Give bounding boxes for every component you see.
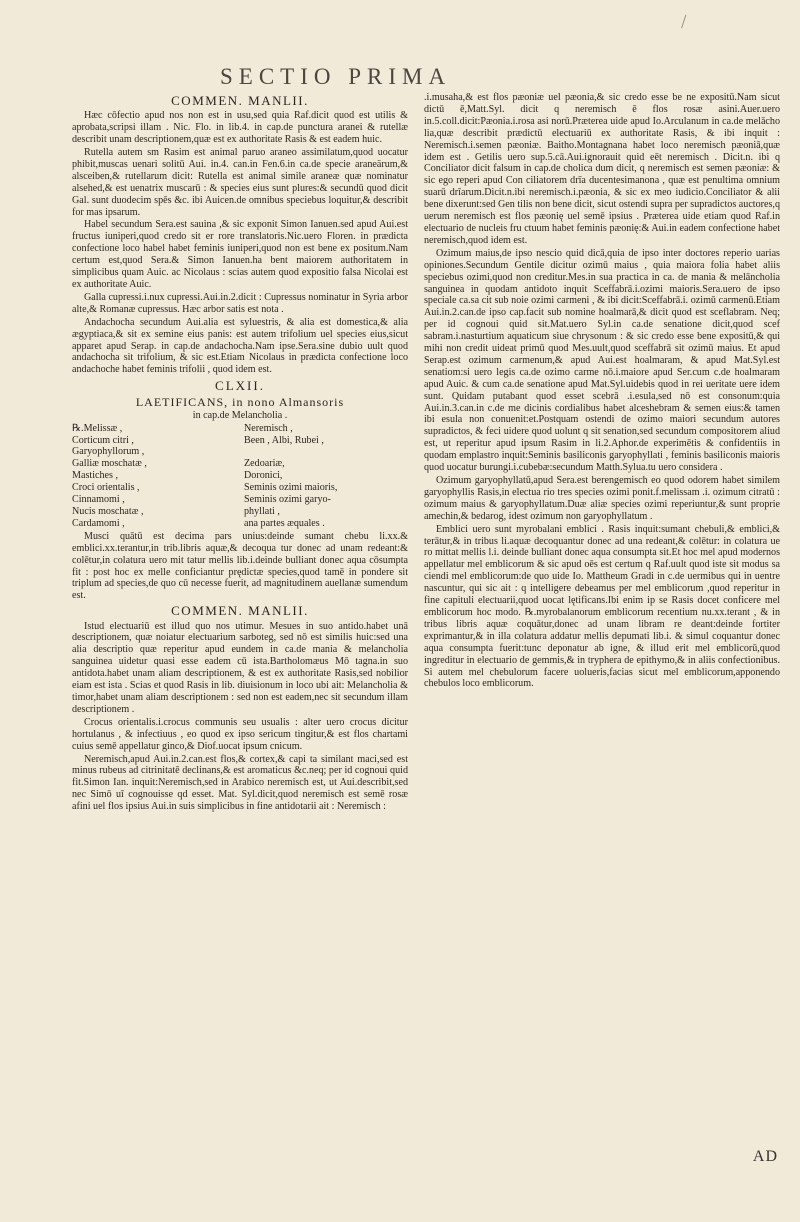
recipe-ingredient: Mastiches , — [72, 470, 118, 482]
paragraph: Hæc cōfectio apud nos non est in usu,sed quia Raf.dicit quod est utilis & aprobata,scripsi illam . Nic. Flo. in lib.4. in cap.de punctura aranei & rutellæ describit unam descriptionem,quæ est ex authoritate Rasis & est eadem huic. — [72, 110, 408, 146]
recipe-ingredient: ana partes æquales . — [244, 517, 325, 529]
recipe-ingredient: Doronici, — [244, 470, 283, 482]
paragraph: Habel secundum Sera.est sauina ,& sic exponit Simon Ianuen.sed apud Aui.est fructus iuniperi,quod credo sit er rore translatoris.Nic.uero Floren. in prædicta confectione loco habel habet feminis iuniperi,quod non est bene ex positum.Nam certum est,quod Sera.& Simon Ianuen.ha bent maiorem authoritatem in simplicibus quam Auic. ac Nicolaus : scias autem quod expositio falsa Nicolai est ex authoritate Auic. — [72, 219, 408, 291]
right-column — [424, 92, 780, 691]
recipe-ingredient: ℞.Melissæ , — [72, 422, 123, 434]
paragraph: Emblici uero sunt myrobalani emblici . Rasis inquit:sumant chebuli,& emblici,& terātur,& in tribus li.aquæ decoquantur donec ad una redeant,& colētur: in colatura ue ro mittat mellis l.i. deinde bulliant donec aqua consumpta sit.Et hoc mel apud modernos appellatur mel emblicorum & sic apud oēs est certum q Raf.uult quod iste sit modus sa ciendi mel emblicorum:de quo uide Io. Mattheum Gradi in c.de uermibus qui in uentre nascuntur, qui sic ait : q intelligere debeamus per mel emblicorum ,quod reperitur in fine capituli electuarii,quod uocat lętificans.Ibi enim ip se Rasis docet conficere mel emblicorum hoc modo. ℞.myrobalanorum emblicorum recentium nu.xx.terant , & in tribus libris aquæ coquātur,donec ad unam libram re deant:deinde fortiter exprimantur,& in illa colatura addatur mellis depumati lib.i. & simul coquantur donec aqua consumpta fuerit:tunc deponatur ab igne, & illud erit mel emblicorū,quod ingreditur in electuario de gemmis,& in tryphera de epithymo,& in aliis confectionibus. Si autem mel chebulorum facere uolueris,facias sicut mel emblicorum,apponendo chebulos loco emblicorum. — [424, 523, 780, 690]
chapter-subtitle: in cap.de Melancholia . — [192, 409, 288, 421]
paragraph: Galla cupressi.i.nux cupressi.Aui.in.2.dicit : Cupressus nominatur in Syria arbor alte,& Romanæ cupressus. Hæc arbor satis est nota . — [72, 291, 408, 315]
left-column — [72, 92, 408, 814]
catchword: AD — [752, 1148, 778, 1165]
paragraph: .i.musaha,& est flos pæoniæ uel pæonia,& sic credo esse be ne expositū.Nam sicut dictū ē,Matt.Syl. dicit q neremisch ē flos rosæ asini.Auer.uero in.5.coll.dicit:Pæonia.i.rosa asi norū.Præterea uide apud Io.Arculanum in ca.de melācho lia,quæ describit prædictū electuariū ex authoritate Rasis, & ibi inquit : Neremisch.i.semen pæoniæ. Baitho.Montagnana habet loco neremisch pæoniā,quæ idem est . Getilis uero sup.5.cā.Aui.ignorauit quid eēt neremisch . Dicit.n. ibi q Conciliator dicit falsum in cap.de cholica dum dicit, q neremisch est semen pæoniæ: & sic ego reperi apud Con ciliatorem drīa ducentesimanona , quæ est penultima omnium suarū drīarum.Dicit.n.ibi neremisch.i.pæonia, & sic ex meo iudicio.Conciliator & alii bene dixerunt:sed Gen tilis non bene dicit, sicut ostendi supra per supradictos auctores,q uerum neremisch est flos pæonię uel semē ipsius . Præterea uide etiam quod Raf.in electuario de nucleis fru ctuum habet feminis pæonię:& Aui.in eadem confectione habet neremisch,quod idem est. — [424, 92, 780, 246]
chapter-number: CLXII. — [215, 378, 265, 394]
commentary-heading: COMMEN. MANLII. — [171, 603, 309, 619]
chapter-title: LAETIFICANS, in nono Almansoris — [135, 394, 345, 409]
paragraph: Neremisch,apud Aui.in.2.can.est flos,& cortex,& capi ta similant maci,sed est minus rubeus ad citrinitatē declinans,& est aromaticus &c.neq; per id cognoui quid fit.Simon Ian. inquit:Neremisch,sed in Arabico neremisch est, ut Aui.describit,sed nec Simō uī cognouisse qd esset. Mat. Syl.dicit,quod neremisch est semē rosæ afini uel flos ipsius Aui.in suis simplicibus in fine antidotarii ait : Neremisch : — [72, 753, 408, 813]
recipe-ingredient: Been , Albi, Rubei , — [244, 434, 324, 446]
paragraph: Andachocha secundum Aui.alia est syluestris, & alia est domestica,& alia ægyptiaca,& sit ex semine eius panis: est autem trifolium uel species eius,sicut apparet apud Serap. in cap.de andachocha.Nam ipse.Sera.sine dubio uult quod andachocha sit trifolium, & sic est.Etiam Nicolaus in prædicta confectione loco andachoche habet feminis trifolii , quod idem est. — [72, 316, 408, 376]
recipe-ingredient: Seminis ozimi maioris, — [244, 482, 338, 494]
recipe-ingredient: Croci orientalis , — [72, 482, 140, 494]
recipe-ingredient: Garyophyllorum , — [72, 446, 145, 458]
recipe-ingredient: phyllati , — [244, 506, 280, 517]
recipe-ingredient: Cardamomi , — [72, 517, 125, 529]
paragraph: Rutella autem sm Rasim est animal paruo araneo assimilatum,quod uocatur phibit,muscas uenari solitū Aui. in.4. can.in Fen.6.in ca.de specie araneärum,& alsceiben,& rutellarum dicit: Rutella est animal simile araneæ quæ nominatur alsehed,& est uenatrix muscarū : & species eius sunt plures:& secundū quod dicit Gal. sunt duodecim spēs &c. ibi Auicen.de omnibus speciebus loquitur,& describit for mas ipsarum. — [72, 147, 408, 218]
recipe-ingredient: Zedoariæ, — [244, 458, 285, 470]
recipe-ingredient: Cinnamomi , — [72, 494, 125, 506]
paragraph: Ozimum maius,de ipso nescio quid dicā,quia de ipso inter doctores reperio uarias opiniones.Secundum Gentile dicitur ozimū maius , quia maiora folia habet aliis speciebus ozimi,quod non creditur.Mes.in sua practica in ca. de mania & melāncholia sanguinea in quodam antidoto inquit Sceffabrā.i.ozimi maioris.Sera.uero de ipso speciale ca.sa cit sub noie ozimi carmeni , & ibi dicit:Sceffabrā.i. ozimū carmenū.Etiam Aui.in.2.can.de ipso cap.facit sub nomine hoalmarā,& dicit quod est sceflabram. Neq; per id cognoui quid sit.Mat.uero Syl.in ca.de senatione dicit,quod scef sabram.i.nasturtium aquaticum siue chrysonum : & sic credo esse bene expositū,& qui mihi non credit uideat primū quod Mes.uult,quod sceffabrā sit ozimū maius. Et apud Serap.est ozimum carmenum,& apud Aui.est hoalmaram, & apud Mat.Syl.est senatiom:si uero legis ca.de ozimo carme nō.i.maiore apud Ser.cum c.de hoalmaram apud Auic. & cum ca.de senatione apud Mat.Syl.uidebis quod in rei ueritate uere idem sunt. Quidam putabant quod esset scebrā .i.esula,sed nō est consonum:quia Aui.in.3.can.in c.de me dicinis cordialibus habet alceshebram & semen eius:& tamen ibi esula non conuenit:et.Postquam ostendi de ozimo maiori secundum autores supradictos, & feci uidere quod uolunt q sit senation,sed secundum compositorem aliud est, ut reperitur apud ipsum Rasim in li.2.Aphor.de experimētis & confidentiis in quodam emplastro inquit:Seminis basiliconis garyophyllati , feminis basiliconis maioris quod uocatur burungi.i.cubebæ:secundum Matth.Sylua.tu uero considera . — [424, 247, 780, 474]
commentary-heading: COMMEN. MANLII. — [171, 93, 309, 108]
recipe-list — [72, 423, 408, 530]
ink-mark — [681, 15, 696, 32]
paragraph: Ozimum garyophyllatū,apud Sera.est berengemisch eo quod odorem habet similem garyophyllis Rasis,in electua rio tres species ozimi ponit.f.melissam .i. ozimum citratū : ozimum maius & garyophyllatum.Duæ aliæ species ozimi reperiuntur,& sunt proprie amechin,& bedarog, idest ozimum non garyophyllatum . — [424, 475, 780, 522]
recipe-ingredient: Nucis moschatæ , — [72, 506, 144, 517]
recipe-ingredient: Seminis ozimi garyo- — [244, 494, 331, 506]
paragraph: Istud electuariū est illud quo nos utimur. Mesues in suo antido.habet unā descriptionem, quæ noiatur electuarium sarboteg, sed nō est similis huic:sed una alia descriptio quæ reperitur apud eundem in ca.de mania & melancholia sanguinea uidetur quasi esse eadem cū ista.Bartholomæus Mō tagna.in suo antidota.habet unam aliam descriptionem, & est ex authoritate Rasis,sed nobilior eiam est ista . Scias et quod Rasis in lib. diuisionum in loco ubi ait: Melancholia & timor,habet unam aliam descriptionem : sed non est eadem,nec sit secundum illam descriptionem . — [72, 620, 408, 715]
running-title: SECTIO PRIMA — [220, 64, 452, 89]
recipe-ingredient: Galliæ moschatæ , — [72, 458, 147, 470]
paragraph: Crocus orientalis.i.crocus communis seu usualis : alter uero crocus dicitur hortulanus , & infectiuus , eo quod ex ipso sericum tingitur,& est flos chartami cuius semē appellatur ginco,& Diof.uocat ipsum cnicum. — [72, 716, 408, 752]
recipe-instructions: Musci quātū est decima pars unius:deinde sumant chebu li.xx.& emblici.xx.terantur,in trib.libris aquæ,& decoqua tur donec ad unam redeant:& colētur,in colatura uero mit tatur mellis lib.i.deinde bulliant donec aqua cōsumpta fit : post hoc ex melle conficiantur prędictæ species,quod tamē in pondere sit triplum ad species,de quo cū necesse fuerit, ad magnitudinem auellanæ sumendum est. — [72, 530, 408, 602]
recipe-ingredient: Corticum citri , — [72, 434, 134, 446]
recipe-ingredient: Neremisch , — [244, 422, 293, 434]
recipe-ingredient — [244, 446, 408, 458]
